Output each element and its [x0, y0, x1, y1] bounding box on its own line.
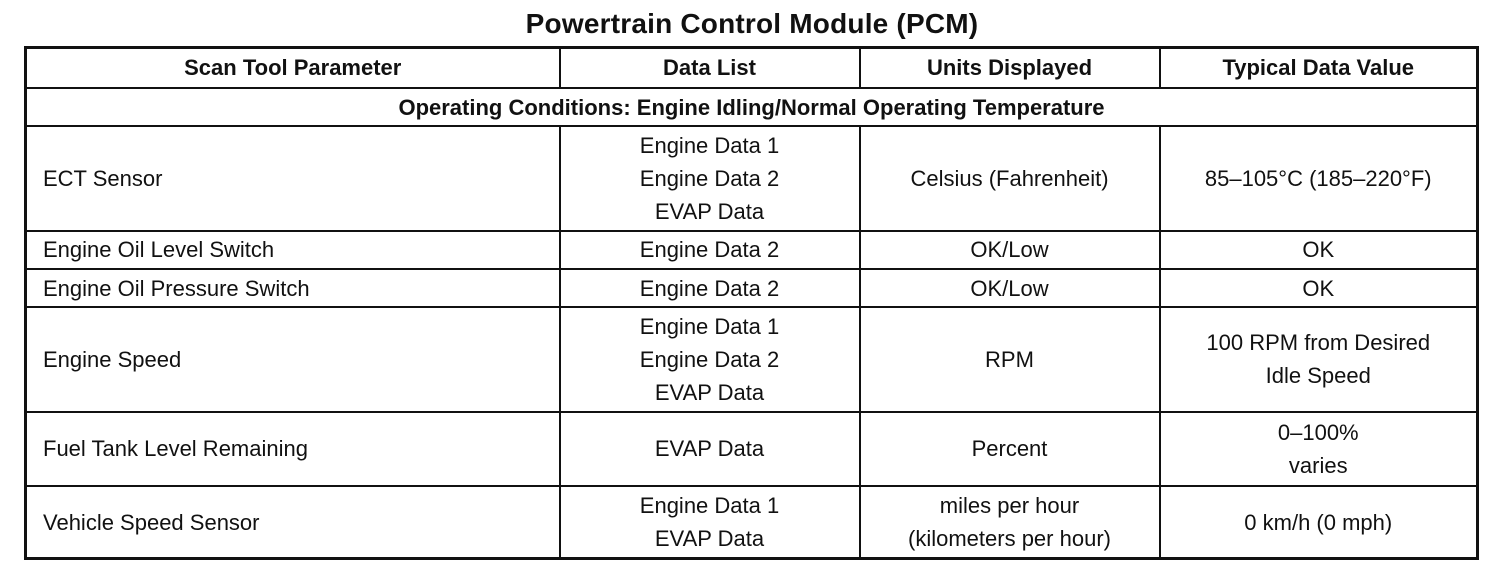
header-data-list: Data List [560, 48, 860, 89]
conditions-row [26, 88, 1478, 126]
pcm-parameter-table [24, 46, 1479, 560]
header-units-displayed: Units Displayed [860, 48, 1160, 89]
operating-conditions: Operating Conditions: Engine Idling/Normal Operating Temperature [26, 88, 1478, 126]
units-text: OK/Low [970, 237, 1049, 263]
row-units [860, 412, 1160, 486]
typical-value-text: 0–100% [1277, 419, 1359, 445]
table-row [26, 269, 1478, 307]
table-row [26, 412, 1478, 486]
data-list-item: Engine Data 2 [639, 237, 780, 263]
row-typical-value [1160, 269, 1478, 307]
typical-value-text: 0 km/h (0 mph) [1244, 509, 1393, 535]
row-units [860, 307, 1160, 412]
typical-value-text: 100 RPM from Desired [1206, 330, 1431, 356]
typical-value-text: OK [1302, 237, 1335, 263]
row-parameter: Engine Speed [26, 307, 560, 412]
units-text: OK/Low [970, 275, 1049, 301]
row-typical-value [1160, 486, 1478, 558]
row-parameter: ECT Sensor [26, 126, 560, 231]
row-units [860, 486, 1160, 558]
header-typical-data-value: Typical Data Value [1160, 48, 1478, 89]
table-row [26, 307, 1478, 412]
data-list-item: EVAP Data [654, 379, 765, 405]
row-typical-value [1160, 412, 1478, 486]
header-scan-tool-parameter: Scan Tool Parameter [26, 48, 560, 89]
row-parameter: Vehicle Speed Sensor [26, 486, 560, 558]
units-text: Percent [971, 436, 1048, 462]
typical-value-text: OK [1302, 275, 1335, 301]
row-typical-value [1160, 231, 1478, 269]
row-data-list [560, 126, 860, 231]
units-text: RPM [985, 346, 1034, 372]
header-row [26, 48, 1478, 89]
row-data-list [560, 412, 860, 486]
row-typical-value [1160, 126, 1478, 231]
table-row [26, 231, 1478, 269]
typical-value-text: 85–105°C (185–220°F) [1204, 165, 1432, 191]
table-row [26, 126, 1478, 231]
row-data-list [560, 231, 860, 269]
page-title: Powertrain Control Module (PCM) [525, 8, 979, 39]
data-list-item: Engine Data 2 [639, 165, 780, 191]
typical-value-text: varies [1288, 452, 1348, 478]
row-parameter: Fuel Tank Level Remaining [26, 412, 560, 486]
data-list-item: Engine Data 2 [639, 346, 780, 372]
data-list-item: EVAP Data [654, 526, 765, 552]
data-list-item: EVAP Data [654, 198, 765, 224]
row-data-list [560, 269, 860, 307]
typical-value-text: Idle Speed [1265, 363, 1371, 389]
table-row [26, 486, 1478, 558]
row-units [860, 269, 1160, 307]
units-text: Celsius (Fahrenheit) [910, 165, 1109, 191]
row-typical-value [1160, 307, 1478, 412]
data-list-item: Engine Data 2 [639, 275, 780, 301]
units-text: miles per hour [939, 493, 1080, 519]
row-data-list [560, 486, 860, 558]
row-units [860, 231, 1160, 269]
units-text: (kilometers per hour) [908, 526, 1111, 552]
data-list-item: Engine Data 1 [639, 132, 780, 158]
data-list-item: Engine Data 1 [639, 493, 780, 519]
row-parameter: Engine Oil Level Switch [26, 231, 560, 269]
data-list-item: Engine Data 1 [639, 313, 780, 339]
row-parameter: Engine Oil Pressure Switch [26, 269, 560, 307]
data-list-item: EVAP Data [654, 436, 765, 462]
row-units [860, 126, 1160, 231]
row-data-list [560, 307, 860, 412]
